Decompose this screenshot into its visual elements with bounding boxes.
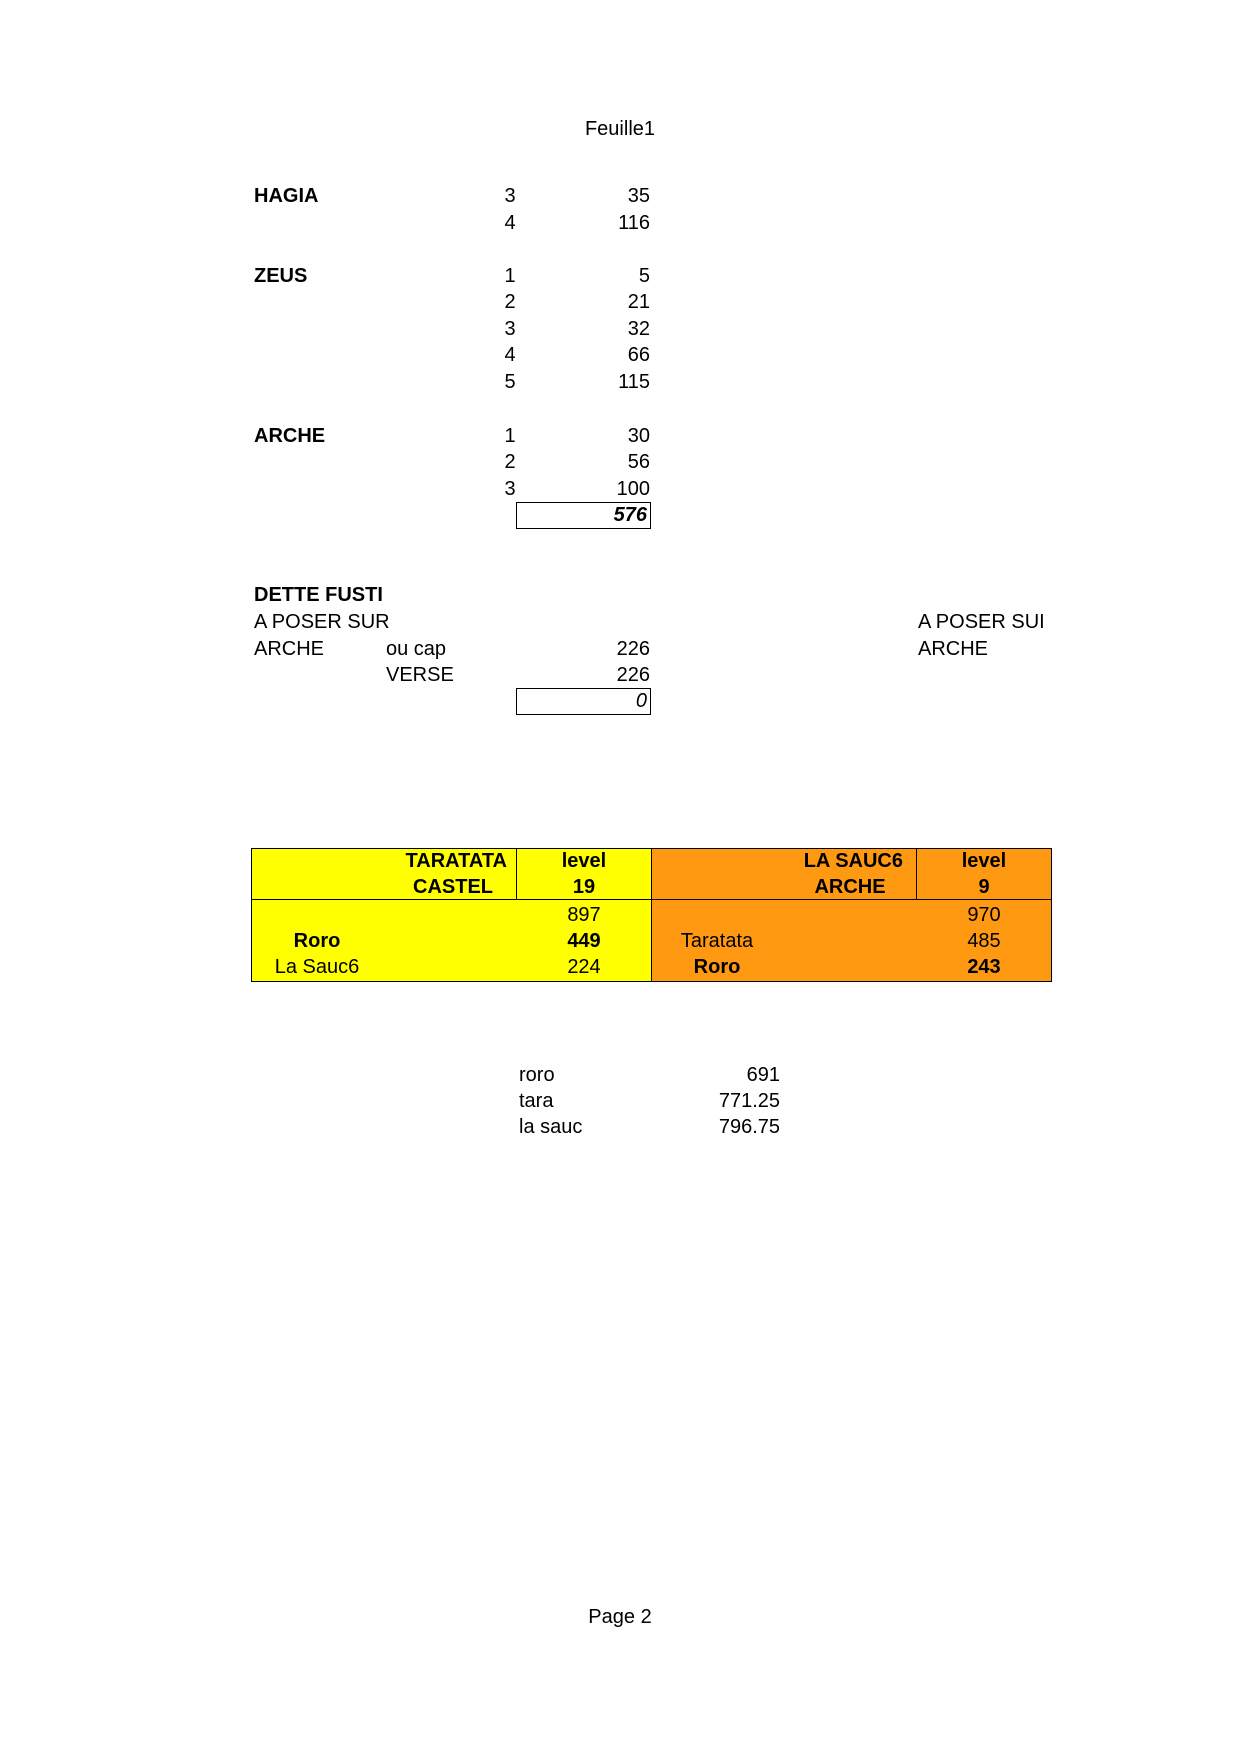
dette-ou-cap: ou cap [386, 638, 447, 660]
orange-level-value: 9 [978, 876, 990, 898]
level-cell: 3 [504, 318, 516, 340]
dette-verse: VERSE [386, 664, 454, 686]
yellow-row2-name: La Sauc6 [274, 956, 360, 978]
value-cell: 66 [627, 344, 650, 366]
value-cell: 30 [627, 425, 650, 447]
yellow-row2-value: 224 [567, 956, 601, 978]
orange-row1-value: 485 [967, 930, 1001, 952]
orange-name-line1: LA SAUC6 [803, 850, 903, 872]
summary-name: tara [519, 1090, 554, 1112]
group-name-arche: ARCHE [254, 425, 326, 447]
level-cell: 1 [504, 425, 516, 447]
value-cell: 115 [618, 371, 650, 393]
orange-name-line2: ARCHE [814, 876, 886, 898]
total-value: 576 [613, 504, 647, 526]
summary-name: roro [519, 1064, 555, 1086]
summary-value: 691 [746, 1064, 780, 1086]
summary-value: 796.75 [718, 1116, 780, 1138]
dette-left-target: ARCHE [254, 638, 325, 660]
orange-total: 970 [967, 904, 1001, 926]
summary-name: la sauc [519, 1116, 583, 1138]
level-cell: 4 [504, 344, 516, 366]
dette-right-label: A POSER SUI [918, 611, 1045, 633]
group-name-hagia: HAGIA [254, 185, 319, 207]
level-cell: 4 [504, 212, 516, 234]
orange-level-label: level [961, 850, 1007, 872]
yellow-level-value: 19 [572, 876, 596, 898]
dette-left-label: A POSER SUR [254, 611, 390, 633]
yellow-total: 897 [567, 904, 601, 926]
dette-verse-value: 226 [616, 664, 650, 686]
dette-right-target: ARCHE [918, 638, 989, 660]
group-name-zeus: ZEUS [254, 265, 308, 287]
level-cell: 3 [504, 478, 516, 500]
dette-title: DETTE FUSTI [254, 584, 383, 606]
value-cell: 21 [627, 291, 650, 313]
level-cell: 5 [504, 371, 516, 393]
yellow-row1-name: Roro [293, 930, 341, 952]
level-cell: 2 [504, 451, 516, 473]
level-cell: 3 [504, 185, 516, 207]
yellow-name-line2: CASTEL [413, 876, 493, 898]
level-cell: 2 [504, 291, 516, 313]
yellow-name-line1: TARATATA [405, 850, 507, 872]
orange-row2-value: 243 [967, 956, 1001, 978]
value-cell: 35 [627, 185, 650, 207]
summary-value: 771.25 [718, 1090, 780, 1112]
dette-balance: 0 [635, 690, 647, 712]
dette-ou-cap-value: 226 [616, 638, 650, 660]
orange-row2-name: Roro [693, 956, 741, 978]
sheet-title: Feuille1 [584, 118, 656, 140]
level-cell: 1 [504, 265, 516, 287]
yellow-level-label: level [561, 850, 607, 872]
page-number: Page 2 [588, 1606, 652, 1628]
value-cell: 116 [618, 212, 650, 234]
value-cell: 5 [638, 265, 650, 287]
orange-row1-name: Taratata [680, 930, 754, 952]
yellow-row1-value: 449 [567, 930, 601, 952]
value-cell: 56 [627, 451, 650, 473]
value-cell: 100 [616, 478, 650, 500]
value-cell: 32 [627, 318, 650, 340]
